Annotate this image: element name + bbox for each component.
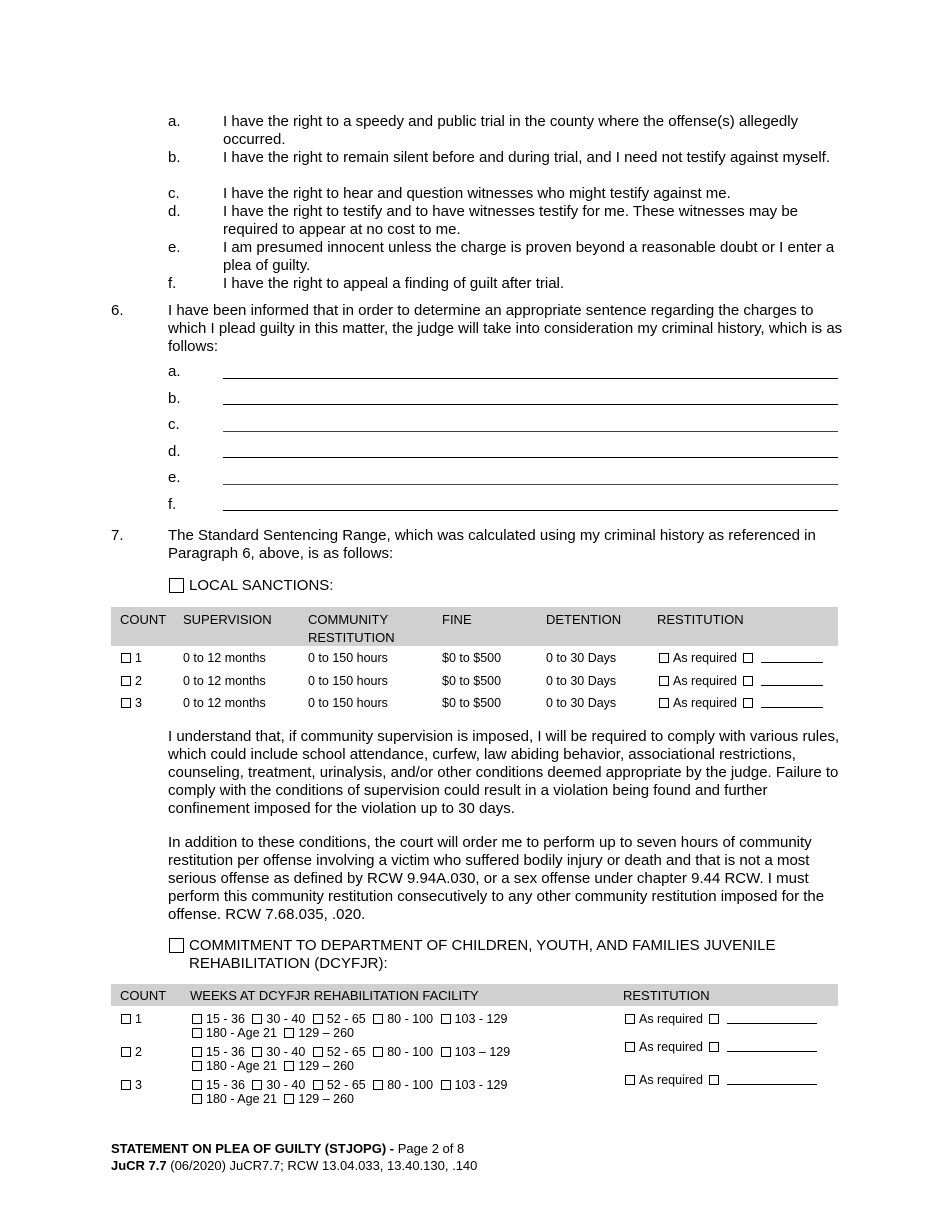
as-required-label: As required: [639, 1012, 703, 1026]
count-number: 3: [135, 696, 142, 710]
detention-value: 0 to 30 Days: [546, 674, 617, 688]
weeks-options-line1: [192, 1045, 514, 1059]
range-checkbox[interactable]: [192, 1014, 202, 1024]
history-entry-line[interactable]: [223, 431, 838, 432]
range-checkbox[interactable]: [192, 1047, 202, 1057]
header-detention: DETENTION: [546, 612, 622, 627]
range-label: 30 - 40: [266, 1078, 306, 1092]
other-amount-checkbox[interactable]: [743, 676, 753, 686]
commitment-checkbox[interactable]: [169, 938, 184, 953]
fine-value: $0 to $500: [442, 674, 502, 688]
range-checkbox[interactable]: [373, 1014, 383, 1024]
supervision-value: 0 to 12 months: [183, 696, 266, 710]
range-label: 129 – 260: [298, 1092, 354, 1106]
count-checkbox[interactable]: [121, 1047, 131, 1057]
community-value: 0 to 150 hours: [308, 651, 388, 665]
range-label: 180 - Age 21: [206, 1026, 277, 1040]
commitment-label-line2: REHABILITATION (DCYFJR):: [189, 955, 388, 972]
range-checkbox[interactable]: [192, 1080, 202, 1090]
table-row: [121, 674, 142, 688]
range-checkbox[interactable]: [313, 1014, 323, 1024]
history-entry-line[interactable]: [223, 484, 838, 485]
range-label: 52 - 65: [326, 1045, 366, 1059]
range-checkbox[interactable]: [284, 1028, 294, 1038]
range-label: 30 - 40: [266, 1045, 306, 1059]
weeks-options-line2: [192, 1059, 358, 1073]
history-letter: a.: [168, 363, 181, 380]
header-supervision: SUPERVISION: [183, 612, 272, 627]
local-sanctions-label: LOCAL SANCTIONS:: [189, 577, 334, 594]
range-checkbox[interactable]: [192, 1028, 202, 1038]
community-value: 0 to 150 hours: [308, 674, 388, 688]
other-amount-checkbox[interactable]: [709, 1075, 719, 1085]
range-label: 103 – 129: [454, 1045, 511, 1059]
amount-blank[interactable]: [727, 1012, 817, 1024]
weeks-options-line2: [192, 1026, 358, 1040]
detention-value: 0 to 30 Days: [546, 651, 617, 665]
footer-page-number: Page 2 of 8: [394, 1141, 465, 1156]
local-sanctions-checkbox[interactable]: [169, 578, 184, 593]
range-label: 15 - 36: [206, 1045, 245, 1059]
count-checkbox[interactable]: [121, 698, 131, 708]
fine-value: $0 to $500: [442, 651, 502, 665]
range-label: 80 - 100: [387, 1012, 434, 1026]
fine-value: $0 to $500: [442, 696, 502, 710]
range-checkbox[interactable]: [192, 1094, 202, 1104]
header-restitution: RESTITUTION: [657, 612, 744, 627]
amount-blank[interactable]: [727, 1040, 817, 1052]
detention-value: 0 to 30 Days: [546, 696, 617, 710]
history-letter: c.: [168, 416, 180, 433]
right-letter: f.: [168, 275, 177, 292]
right-letter: a.: [168, 113, 181, 130]
as-required-checkbox[interactable]: [659, 653, 669, 663]
range-label: 52 - 65: [326, 1012, 366, 1026]
range-checkbox[interactable]: [284, 1094, 294, 1104]
range-label: 129 – 260: [298, 1059, 354, 1073]
header-restitution: RESTITUTION: [623, 988, 710, 1003]
table-row: [121, 1078, 142, 1092]
other-amount-checkbox[interactable]: [709, 1042, 719, 1052]
history-letter: d.: [168, 443, 181, 460]
history-letter: e.: [168, 469, 181, 486]
footer-citation-text: (06/2020) JuCR7.7; RCW 13.04.033, 13.40.130, .140: [166, 1158, 478, 1173]
count-checkbox[interactable]: [121, 653, 131, 663]
count-number: 3: [135, 1078, 142, 1092]
range-label: 180 - Age 21: [206, 1092, 277, 1106]
history-entry-line[interactable]: [223, 404, 838, 405]
range-label: 129 – 260: [298, 1026, 354, 1040]
weeks-options-line2: [192, 1092, 358, 1106]
community-restitution-text: In addition to these conditions, the court will order me to perform up to seven hours of community restitution per offense involving a victim who suffered bodily injury or death and that is not a most serious offense as defined by RCW 9.94A.030, or a sex offense under chapter 9.44 RCW. I must perform this community restitution consecutively to any other community restitution imposed for the offense. RCW 7.68.035, .020.: [168, 834, 825, 923]
restitution-cell: [659, 651, 823, 665]
range-label: 180 - Age 21: [206, 1059, 277, 1073]
paragraph-6-text: I have been informed that in order to determine an appropriate sentence regarding the charges to which I plead guilty in this matter, the judge will take into consideration my criminal history, which is as follows:: [168, 302, 843, 355]
right-text: I have the right to a speedy and public trial in the county where the offense(s) allegedly occurred.: [223, 113, 799, 148]
table-row: [121, 696, 142, 710]
count-checkbox[interactable]: [121, 1080, 131, 1090]
restitution-cell: [625, 1012, 817, 1026]
range-checkbox[interactable]: [252, 1080, 262, 1090]
right-text: I have the right to appeal a finding of guilt after trial.: [223, 275, 565, 292]
header-community-restitution: RESTITUTION: [308, 630, 395, 645]
header-fine: FINE: [442, 612, 472, 627]
other-amount-checkbox[interactable]: [709, 1014, 719, 1024]
range-label: 15 - 36: [206, 1012, 245, 1026]
history-entry-line[interactable]: [223, 378, 838, 379]
range-label: 52 - 65: [326, 1078, 366, 1092]
footer-rule: JuCR 7.7: [111, 1158, 167, 1173]
as-required-checkbox[interactable]: [659, 676, 669, 686]
range-checkbox[interactable]: [313, 1047, 323, 1057]
as-required-label: As required: [673, 674, 737, 688]
range-checkbox[interactable]: [441, 1047, 451, 1057]
other-amount-checkbox[interactable]: [743, 698, 753, 708]
range-checkbox[interactable]: [441, 1080, 451, 1090]
as-required-label: As required: [673, 651, 737, 665]
weeks-options-line1: [192, 1078, 511, 1092]
right-text: I am presumed innocent unless the charge is proven beyond a reasonable doubt or I enter a plea of guilty.: [223, 239, 835, 274]
restitution-cell: [625, 1073, 817, 1087]
range-label: 80 - 100: [387, 1045, 434, 1059]
header-count: COUNT: [120, 988, 167, 1003]
history-entry-line[interactable]: [223, 457, 838, 458]
right-text: I have the right to hear and question witnesses who might testify against me.: [223, 185, 731, 202]
as-required-checkbox[interactable]: [625, 1075, 635, 1085]
count-number: 2: [135, 1045, 142, 1059]
right-letter: b.: [168, 149, 181, 166]
range-checkbox[interactable]: [252, 1047, 262, 1057]
table-row: [121, 1045, 142, 1059]
range-label: 103 - 129: [454, 1078, 508, 1092]
amount-blank[interactable]: [761, 651, 823, 663]
count-number: 2: [135, 674, 142, 688]
range-checkbox[interactable]: [373, 1080, 383, 1090]
range-checkbox[interactable]: [284, 1061, 294, 1071]
supervision-conditions-text: I understand that, if community supervision is imposed, I will be required to comply with various rules, which could include school attendance, curfew, law abiding behavior, associational restrictions, counseling, treatment, urinalysis, and/or other conditions deemed appropriate by the judge. Failure to comply with the conditions of supervision could result in a violation being found and further confinement imposed for the violation up to 30 days.: [168, 728, 840, 817]
footer-form-name: STATEMENT ON PLEA OF GUILTY (STJOPG) -: [111, 1141, 395, 1156]
amount-blank[interactable]: [761, 674, 823, 686]
paragraph-number: 7.: [111, 527, 124, 544]
range-label: 80 - 100: [387, 1078, 434, 1092]
footer-citation: [111, 1158, 477, 1174]
as-required-checkbox[interactable]: [625, 1014, 635, 1024]
count-checkbox[interactable]: [121, 1014, 131, 1024]
paragraph-number: 6.: [111, 302, 124, 319]
history-entry-line[interactable]: [223, 510, 838, 511]
table-row: [121, 651, 142, 665]
as-required-label: As required: [639, 1073, 703, 1087]
paragraph-7-text: The Standard Sentencing Range, which was calculated using my criminal history as referenced in Paragraph 6, above, is as follows:: [168, 527, 816, 562]
right-letter: d.: [168, 203, 181, 220]
as-required-checkbox[interactable]: [625, 1042, 635, 1052]
header-community: COMMUNITY: [308, 612, 389, 627]
range-checkbox[interactable]: [441, 1014, 451, 1024]
range-label: 103 - 129: [454, 1012, 508, 1026]
other-amount-checkbox[interactable]: [743, 653, 753, 663]
as-required-label: As required: [639, 1040, 703, 1054]
as-required-label: As required: [673, 696, 737, 710]
restitution-cell: [659, 696, 823, 710]
history-letter: f.: [168, 496, 177, 513]
range-checkbox[interactable]: [373, 1047, 383, 1057]
amount-blank[interactable]: [761, 696, 823, 708]
right-text: I have the right to testify and to have witnesses testify for me. These witnesses may be required to appear at no cost to me.: [223, 203, 799, 238]
community-value: 0 to 150 hours: [308, 696, 388, 710]
count-checkbox[interactable]: [121, 676, 131, 686]
history-letter: b.: [168, 390, 181, 407]
range-checkbox[interactable]: [252, 1014, 262, 1024]
supervision-value: 0 to 12 months: [183, 651, 266, 665]
range-label: 30 - 40: [266, 1012, 306, 1026]
supervision-value: 0 to 12 months: [183, 674, 266, 688]
count-number: 1: [135, 651, 142, 665]
as-required-checkbox[interactable]: [659, 698, 669, 708]
right-text: I have the right to remain silent before and during trial, and I need not testify against myself.: [223, 149, 831, 166]
restitution-cell: [625, 1040, 817, 1054]
weeks-options-line1: [192, 1012, 511, 1026]
footer-title: [111, 1141, 464, 1157]
table-row: [121, 1012, 142, 1026]
right-letter: e.: [168, 239, 181, 256]
header-weeks: WEEKS AT DCYFJR REHABILITATION FACILITY: [190, 988, 479, 1003]
commitment-label-line1: COMMITMENT TO DEPARTMENT OF CHILDREN, YOUTH, AND FAMILIES JUVENILE: [189, 937, 776, 954]
right-letter: c.: [168, 185, 180, 202]
amount-blank[interactable]: [727, 1073, 817, 1085]
count-number: 1: [135, 1012, 142, 1026]
header-count: COUNT: [120, 612, 167, 627]
range-checkbox[interactable]: [192, 1061, 202, 1071]
range-checkbox[interactable]: [313, 1080, 323, 1090]
range-label: 15 - 36: [206, 1078, 245, 1092]
restitution-cell: [659, 674, 823, 688]
